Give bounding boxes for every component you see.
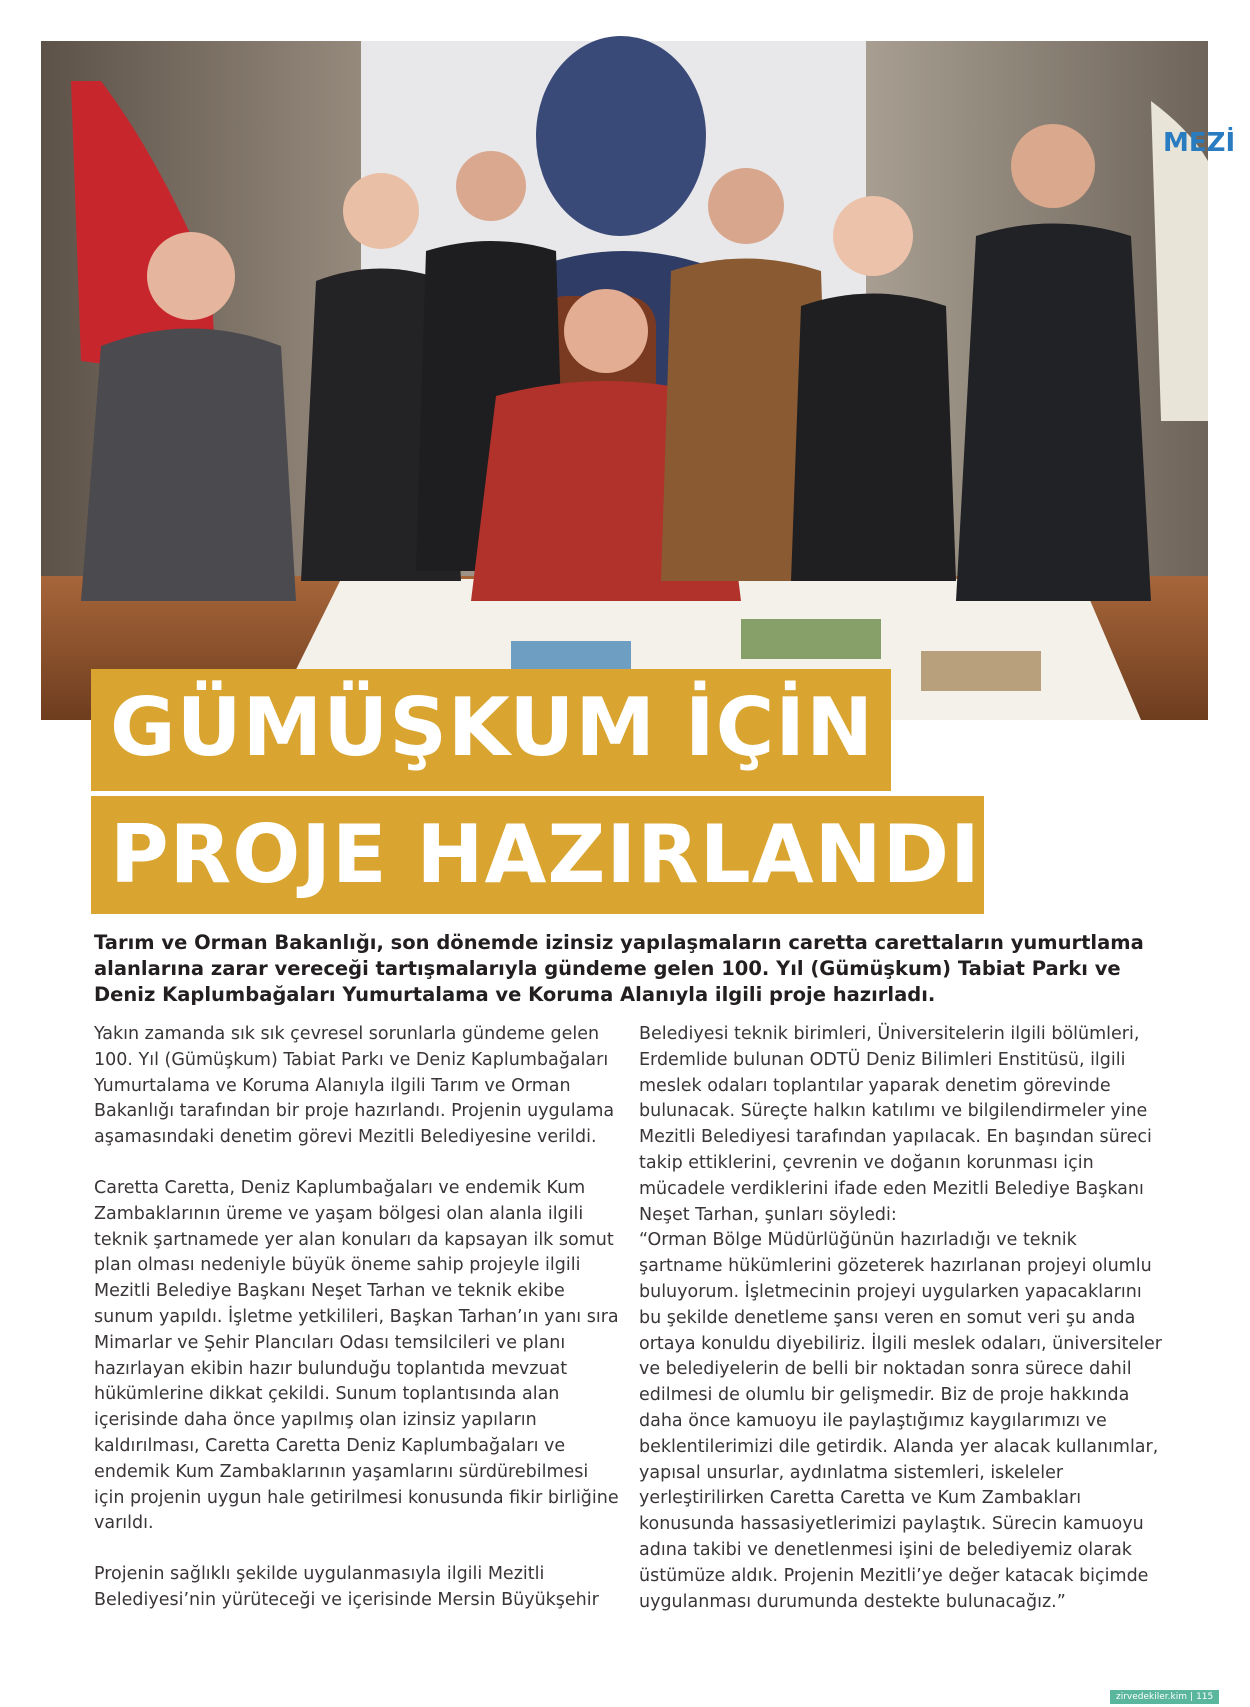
portrait-head: [536, 36, 706, 236]
cover-photo: [41, 41, 1236, 720]
body-column-right: [639, 1022, 1164, 1615]
footer-site: zirvedekiler.kim: [1116, 1692, 1188, 1702]
flag-banner-text: MEZİ: [1163, 128, 1236, 158]
photo-illustration: [41, 41, 1236, 720]
footer-separator: |: [1190, 1692, 1194, 1702]
lead-paragraph: Tarım ve Orman Bakanlığı, son dönemde izinsiz yapılaşmaların caretta carettaların yumurtlama alanlarına zarar vereceği tartışmalarıyla gündeme gelen 100. Yıl (Gümüşkum) Tabiat Parkı ve Deniz Kaplumbağaları Yumurtalama ve Koruma Alanıyla ilgili proje hazırladı.: [94, 931, 1144, 1006]
body-paragraph: Belediyesi teknik birimleri, Üniversitelerin ilgili bölümleri, Erdemlide bulunan ODTÜ Deniz Bilimleri Enstitüsü, ilgili meslek odaları toplantılar yaparak denetim görevinde bulunacak. Süreçte halkın katılımı ve bilgilendirmeler yine Mezitli Belediyesi tarafından yapılacak. En başından süreci takip ettiklerini, çevrenin ve doğanın korunması için mücadele verdiklerini ifade eden Mezitli Belediye Başkanı Neşet Tarhan, şunları söyledi:: [639, 1024, 1152, 1225]
body-column-left: [94, 1022, 619, 1614]
body-paragraph: Projenin sağlıklı şekilde uygulanmasıyla ilgili Mezitli Belediyesi’nin yürüteceği ve içerisinde Mersin Büyükşehir: [94, 1564, 599, 1610]
map-thumbnails-4: [921, 651, 1041, 691]
page-footer: [1110, 1690, 1219, 1704]
headline-line-1: GÜMÜŞKUM İÇİN: [91, 669, 891, 791]
map-thumbnails-2: [741, 619, 881, 659]
quote-paragraph: “Orman Bölge Müdürlüğünün hazırladığı ve teknik şartname hükümlerini gözeterek hazırlanan projeyi olumlu buluyorum. İşletmecinin projeyi uygularken yapacaklarını bu şekilde denetleme şansı veren en somut veri şu anda ortaya konuldu diyebiliriz. İlgili meslek odaları, üniversiteler ve belediyelerin de belli bir noktadan sonra sürece dahil edilmesi de olumlu bir gelişmedir. Biz de proje hakkında daha önce kamuoyu ile paylaştığımız kaygılarımızı ve beklentilerimizi dile getirdik. Alanda yer alacak kullanımlar, yapısal unsurlar, aydınlatma sistemleri, iskeleler yerleştirilirken Caretta Caretta ve Kum Zambakları konusunda hassasiyetlerimizi paylaştık. Sürecin kamuoyu adına takibi ve denetlenmesi işini de belediyemiz olarak üstümüze aldık. Projenin Mezitli’ye değer katacak biçimde uygulanması durumunda destekte bulunacağız.”: [639, 1230, 1162, 1612]
body-paragraph: Yakın zamanda sık sık çevresel sorunlarla gündeme gelen 100. Yıl (Gümüşkum) Tabiat Parkı ve Deniz Kaplumbağaları Yumurtalama ve Koruma Alanıyla ilgili Tarım ve Orman Bakanlığı tarafından bir proje hazırlandı. Projenin uygulama aşamasındaki denetim görevi Mezitli Belediyesine verildi.: [94, 1024, 615, 1148]
page-number: 115: [1196, 1692, 1214, 1702]
body-paragraph: Caretta Caretta, Deniz Kaplumbağaları ve endemik Kum Zambaklarının üreme ve yaşam bölgesi olan alanla ilgili teknik şartnamede yer alan konuları da kapsayan ilk somut plan olması nedeniyle büyük öneme sahip projeyle ilgili Mezitli Belediye Başkanı Neşet Tarhan ve teknik ekibe sunum yapıldı. İşletme yetkilileri, Başkan Tarhan’ın yanı sıra Mimarlar ve Şehir Plancıları Odası temsilcileri ve planı hazırlayan ekibin hazır bulunduğu toplantıda mevzuat hükümlerine dikkat çekildi. Sunum toplantısında alan içerisinde daha önce yapılmış olan izinsiz yapıların kaldırılması, Caretta Caretta Deniz Kaplumbağaları ve endemik Kum Zambaklarının yaşamlarını sürdürebilmesi için projenin uygun hale getirilmesi konusunda fikir birliğine varıldı.: [94, 1177, 619, 1534]
headline-line-2: PROJE HAZIRLANDI: [91, 796, 984, 914]
map-thumbnails-1: [511, 641, 631, 671]
